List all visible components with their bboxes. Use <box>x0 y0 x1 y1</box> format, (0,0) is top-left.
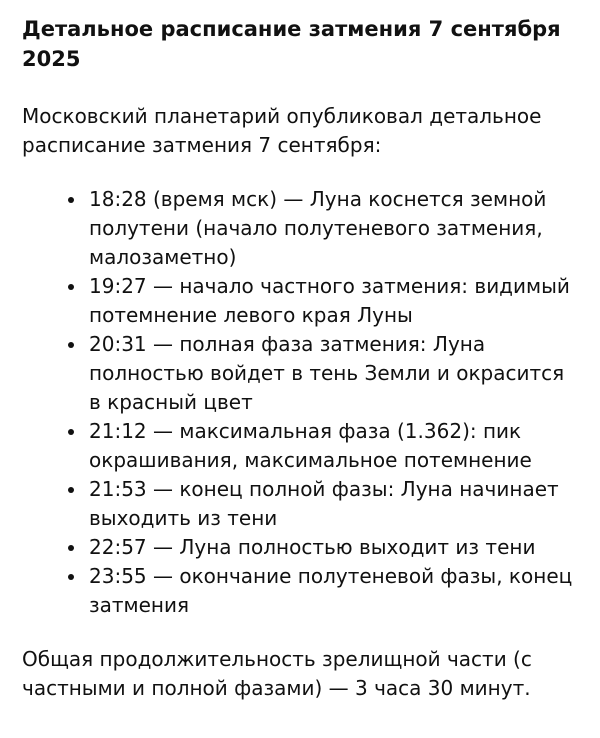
summary-paragraph: Общая продолжительность зрелищной части (с частными и полной фазами) — 3 часа 30 минут. <box>22 647 532 700</box>
article-title: Детальное расписание затмения 7 сентября 2025 <box>22 17 561 71</box>
list-item: • 22:57 — Луна полностью выходит из тени <box>87 533 580 562</box>
list-item: • 21:12 — максимальная фаза (1.362): пик окрашивания, максимальное потемнение <box>87 417 580 475</box>
schedule-list <box>22 185 580 620</box>
intro-paragraph: Московский планетарий опубликовал детальное расписание затмения 7 сентября: <box>22 104 542 157</box>
list-item: • 19:27 — начало частного затмения: видимый потемнение левого края Луны <box>87 272 580 330</box>
list-item: • 20:31 — полная фаза затмения: Луна полностью войдет в тень Земли и окрасится в красный цвет <box>87 330 580 417</box>
list-item: • 18:28 (время мск) — Луна коснется земной полутени (начало полутеневого затмения, малозаметно) <box>87 185 580 272</box>
list-item: • 23:55 — окончание полутеневой фазы, конец затмения <box>87 562 580 620</box>
list-item: • 21:53 — конец полной фазы: Луна начинает выходить из тени <box>87 475 580 533</box>
